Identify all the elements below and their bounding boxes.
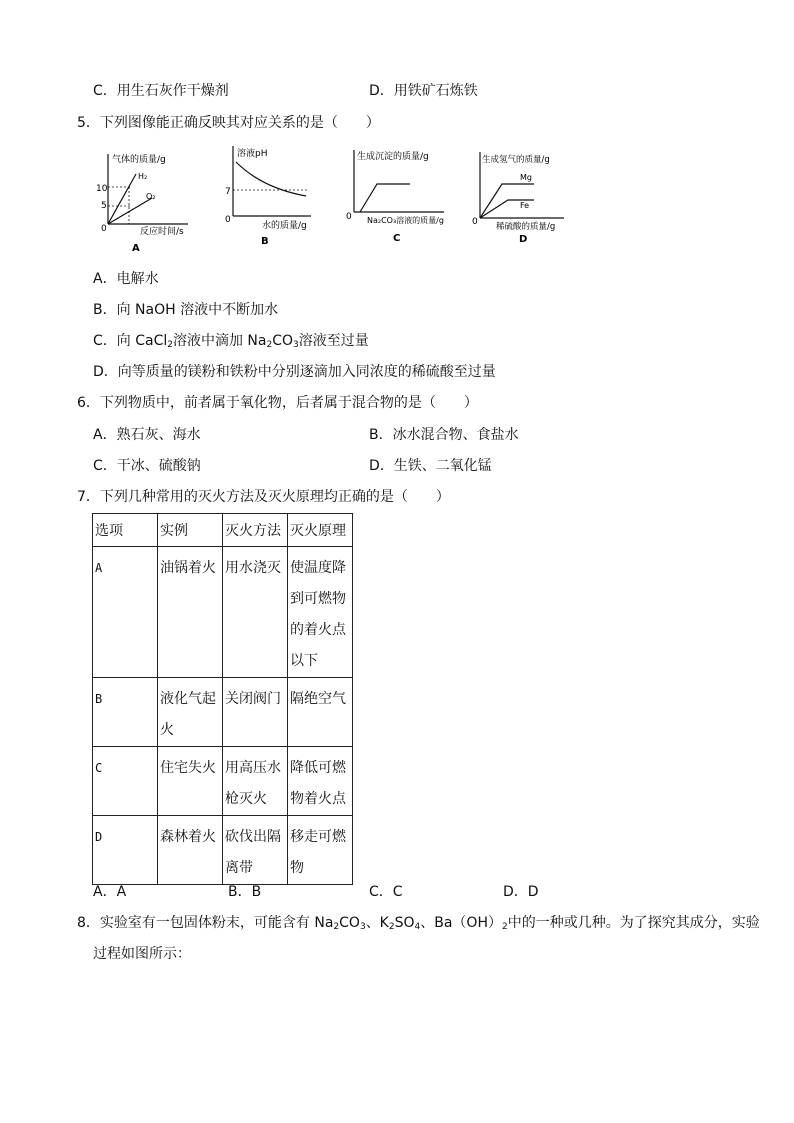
graph-b-label: B: [261, 236, 269, 247]
graph-a-o2-label: O₂: [146, 192, 156, 201]
row-d-option: D: [93, 816, 158, 885]
row-a-method: 用水浇灭: [223, 547, 288, 678]
table-row: [93, 747, 353, 816]
row-d-example: 森林着火: [158, 816, 223, 885]
graph-a-xlabel: 反应时间/s: [140, 227, 184, 237]
q4-option-d: D．用铁矿石炼铁: [369, 83, 478, 99]
row-b-option: B: [93, 678, 158, 747]
table-row: [93, 816, 353, 885]
graph-b: [225, 146, 311, 247]
q5-option-d: D．向等质量的镁粉和铁粉中分别逐滴加入同浓度的稀硫酸至过量: [93, 364, 496, 380]
q7-table: [92, 513, 353, 885]
graph-a-h2-line: [108, 174, 136, 224]
graph-a-ylabel: 气体的质量/g: [112, 155, 166, 165]
graph-a-tick-5: 5: [101, 201, 107, 211]
header-principle: 灭火原理: [288, 514, 353, 547]
q6-option-c: C．干冰、硫酸钠: [93, 458, 201, 474]
graph-c-xlabel: Na₂CO₃溶液的质量/g: [367, 216, 444, 225]
q7-option-a: A．A: [93, 884, 127, 900]
q6-option-b: B．冰水混合物、食盐水: [369, 427, 519, 443]
row-a-option: A: [93, 547, 158, 678]
graph-c-tick-0: 0: [346, 212, 352, 222]
row-c-method: 用高压水枪灭火: [223, 747, 288, 816]
row-a-example: 油锅着火: [158, 547, 223, 678]
header-method: 灭火方法: [223, 514, 288, 547]
graph-b-ylabel: 溶液pH: [237, 149, 268, 159]
q7-option-d: D．D: [503, 884, 539, 900]
graph-b-tick-7: 7: [225, 187, 231, 197]
graph-c: [346, 150, 444, 244]
row-c-option: C: [93, 747, 158, 816]
row-c-principle: 降低可燃物着火点: [288, 747, 353, 816]
q7-stem: 7．下列几种常用的灭火方法及灭火原理均正确的是（ ）: [77, 489, 450, 505]
graph-a-h2-label: H₂: [138, 172, 148, 181]
graph-d-xlabel: 稀硫酸的质量/g: [496, 222, 556, 232]
graph-d-ylabel: 生成氢气的质量/g: [482, 155, 550, 165]
table-header-row: [93, 514, 353, 547]
q7-option-c: C．C: [369, 884, 403, 900]
q8-stem-line2: 过程如图所示：: [93, 946, 191, 962]
q6-stem: 6．下列物质中，前者属于氧化物，后者属于混合物的是（ ）: [77, 395, 478, 411]
header-example: 实例: [158, 514, 223, 547]
graph-c-curve: [360, 184, 410, 212]
q4-option-c: C．用生石灰作干燥剂: [93, 83, 229, 99]
graph-a-tick-10: 10: [96, 184, 108, 194]
table-row: [93, 678, 353, 747]
header-option: 选项: [93, 514, 158, 547]
graph-b-tick-0: 0: [225, 215, 231, 225]
graph-b-curve: [236, 162, 306, 196]
table-row: [93, 547, 353, 678]
row-a-principle: 使温度降到可燃物的着火点以下: [288, 547, 353, 678]
graph-d-label: D: [519, 234, 528, 245]
graph-a-tick-0: 0: [101, 224, 107, 234]
q5-graphs: [92, 140, 572, 258]
row-d-method: 砍伐出隔离带: [223, 816, 288, 885]
q5-option-b: B．向 NaOH 溶液中不断加水: [93, 302, 279, 318]
graph-a: [96, 153, 188, 254]
row-b-example: 液化气起火: [158, 678, 223, 747]
graph-d-fe-label: Fe: [520, 201, 530, 210]
q7-option-b: B．B: [228, 884, 262, 900]
row-c-example: 住宅失火: [158, 747, 223, 816]
q5-stem: 5．下列图像能正确反映其对应关系的是（ ）: [77, 115, 380, 131]
graph-b-xlabel: 水的质量/g: [262, 221, 307, 231]
row-b-method: 关闭阀门: [223, 678, 288, 747]
graph-a-label: A: [132, 243, 140, 254]
q8-stem: 8．实验室有一包固体粉末，可能含有 $Na_2CO_3$、$K_2SO_4$、$Ba(OH)_2$中的一种或几种。为了探究其成分，实验: [77, 915, 760, 932]
q6-option-a: A．熟石灰、海水: [93, 427, 201, 443]
graph-c-ylabel: 生成沉淀的质量/g: [357, 152, 429, 162]
q5-option-a: A．电解水: [93, 271, 159, 287]
row-d-principle: 移走可燃物: [288, 816, 353, 885]
graph-d-mg-label: Mg: [520, 173, 532, 182]
graph-c-label: C: [393, 233, 401, 244]
graph-d: [472, 152, 564, 245]
row-b-principle: 隔绝空气: [288, 678, 353, 747]
q6-option-d: D．生铁、二氧化锰: [369, 458, 492, 474]
graph-d-tick-0: 0: [472, 217, 478, 227]
q5-option-c: C．向 CaCl$_2$溶液中滴加 $Na_2CO_3$溶液至过量: [93, 333, 369, 350]
